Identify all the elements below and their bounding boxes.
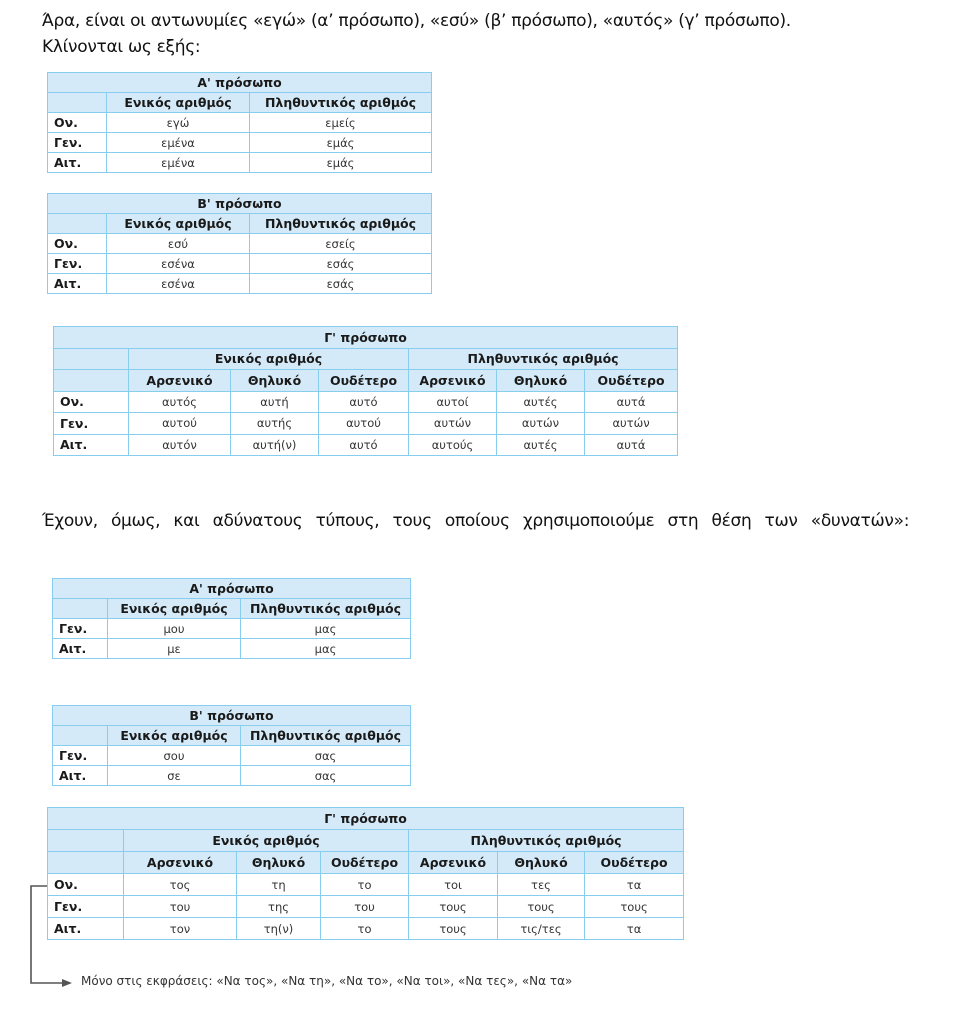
table-cell: αυτό xyxy=(319,391,409,413)
table-row xyxy=(53,766,411,786)
gender-header: Αρσενικό xyxy=(129,370,231,392)
table-title: Γ' πρόσωπο xyxy=(54,327,678,349)
group-header: Ενικός αριθμός xyxy=(124,830,409,852)
table-cell: σε xyxy=(108,766,241,786)
usage-note: Μόνο στις εκφράσεις: «Να τος», «Να τη», «Να το», «Να τοι», «Να τες», «Να τα» xyxy=(81,974,573,988)
table-cell: σας xyxy=(241,766,411,786)
table-row xyxy=(48,234,432,254)
table-cell: τον xyxy=(124,918,237,940)
case-label: Γεν. xyxy=(54,413,129,435)
case-label: Γεν. xyxy=(48,254,107,274)
intro-line-2: Κλίνονται ως εξής: xyxy=(42,37,201,57)
intro-paragraph xyxy=(42,8,942,60)
table-row xyxy=(48,254,432,274)
case-label: Αιτ. xyxy=(53,766,108,786)
table-row xyxy=(54,434,678,456)
table-cell: αυτός xyxy=(129,391,231,413)
table-cell: τις/τες xyxy=(498,918,585,940)
column-header: Πληθυντικός αριθμός xyxy=(250,214,432,234)
case-label: Γεν. xyxy=(48,133,107,153)
table-cell: εσάς xyxy=(250,274,432,294)
table-cell: αυτούς xyxy=(409,434,497,456)
gender-header: Θηλυκό xyxy=(231,370,319,392)
table-row xyxy=(48,113,432,133)
gender-header: Ουδέτερο xyxy=(319,370,409,392)
table-cell: με xyxy=(108,639,241,659)
table-cell: εσένα xyxy=(107,254,250,274)
table-cell: τοι xyxy=(409,874,498,896)
gender-header: Ουδέτερο xyxy=(585,852,684,874)
table-title: Β' πρόσωπο xyxy=(53,706,411,726)
case-label: Ον. xyxy=(48,874,124,896)
table-cell: αυτών xyxy=(585,413,678,435)
table-cell: τη xyxy=(237,874,321,896)
table-cell: εμάς xyxy=(250,133,432,153)
group-header: Πληθυντικός αριθμός xyxy=(409,830,684,852)
table-cell: αυτής xyxy=(231,413,319,435)
weak-first-person-table xyxy=(52,578,411,659)
column-header: Πληθυντικός αριθμός xyxy=(241,599,411,619)
table-cell: εγώ xyxy=(107,113,250,133)
weak-second-person-table xyxy=(52,705,411,786)
table-cell: αυτό xyxy=(319,434,409,456)
column-header: Ενικός αριθμός xyxy=(107,93,250,113)
table-cell: εμείς xyxy=(250,113,432,133)
gender-header: Ουδέτερο xyxy=(321,852,409,874)
table-row xyxy=(48,874,684,896)
case-label: Αιτ. xyxy=(54,434,129,456)
column-header: Ενικός αριθμός xyxy=(107,214,250,234)
table-cell: εσένα xyxy=(107,274,250,294)
table-cell: εσάς xyxy=(250,254,432,274)
table-cell: εμάς xyxy=(250,153,432,173)
gender-header: Αρσενικό xyxy=(409,370,497,392)
case-label: Αιτ. xyxy=(48,274,107,294)
table-row xyxy=(54,391,678,413)
case-label: Ον. xyxy=(48,234,107,254)
case-label: Ον. xyxy=(54,391,129,413)
case-label: Αιτ. xyxy=(48,918,124,940)
connector-arrow-icon xyxy=(0,0,90,1000)
table-cell: αυτού xyxy=(129,413,231,435)
table-cell: τους xyxy=(409,896,498,918)
table-cell: μας xyxy=(241,619,411,639)
table-cell: μου xyxy=(108,619,241,639)
case-label: Γεν. xyxy=(48,896,124,918)
table-row xyxy=(48,274,432,294)
case-label: Γεν. xyxy=(53,746,108,766)
table-cell: σας xyxy=(241,746,411,766)
table-cell: εσείς xyxy=(250,234,432,254)
strong-first-person-table xyxy=(47,72,432,173)
strong-second-person-table xyxy=(47,193,432,294)
table-row xyxy=(53,746,411,766)
table-row xyxy=(48,133,432,153)
table-cell: τους xyxy=(409,918,498,940)
gender-header: Αρσενικό xyxy=(124,852,237,874)
column-header: Ενικός αριθμός xyxy=(108,726,241,746)
intro-line-1: Άρα, είναι οι αντωνυμίες «εγώ» (α’ πρόσωπο), «εσύ» (β’ πρόσωπο), «αυτός» (γ’ πρόσωπο). xyxy=(42,11,791,31)
table-title: Α' πρόσωπο xyxy=(53,579,411,599)
table-cell: τους xyxy=(585,896,684,918)
table-cell: μας xyxy=(241,639,411,659)
table-cell: αυτών xyxy=(497,413,585,435)
table-cell: αυτές xyxy=(497,391,585,413)
table-cell: εμένα xyxy=(107,133,250,153)
table-cell: αυτές xyxy=(497,434,585,456)
group-header: Ενικός αριθμός xyxy=(129,348,409,370)
group-header: Πληθυντικός αριθμός xyxy=(409,348,678,370)
column-header: Ενικός αριθμός xyxy=(108,599,241,619)
table-cell: αυτού xyxy=(319,413,409,435)
table-cell: τος xyxy=(124,874,237,896)
table-row xyxy=(48,918,684,940)
table-cell: αυτή(ν) xyxy=(231,434,319,456)
gender-header: Ουδέτερο xyxy=(585,370,678,392)
table-cell: εσύ xyxy=(107,234,250,254)
table-row xyxy=(48,896,684,918)
column-header: Πληθυντικός αριθμός xyxy=(241,726,411,746)
table-title: Β' πρόσωπο xyxy=(48,194,432,214)
gender-header: Θηλυκό xyxy=(237,852,321,874)
table-cell: της xyxy=(237,896,321,918)
weak-forms-paragraph: Έχουν, όμως, και αδύνατους τύπους, τους οποίους χρησιμοποιούμε στη θέση των «δυνατών»: xyxy=(42,511,910,531)
table-cell: τους xyxy=(498,896,585,918)
table-cell: αυτά xyxy=(585,391,678,413)
column-header: Πληθυντικός αριθμός xyxy=(250,93,432,113)
table-row xyxy=(54,413,678,435)
table-cell: σου xyxy=(108,746,241,766)
case-label: Αιτ. xyxy=(53,639,108,659)
table-title: Γ' πρόσωπο xyxy=(48,808,684,830)
table-cell: αυτόν xyxy=(129,434,231,456)
table-cell: του xyxy=(321,896,409,918)
table-cell: τη(ν) xyxy=(237,918,321,940)
table-title: Α' πρόσωπο xyxy=(48,73,432,93)
table-cell: του xyxy=(124,896,237,918)
gender-header: Θηλυκό xyxy=(497,370,585,392)
table-row xyxy=(53,639,411,659)
table-cell: τες xyxy=(498,874,585,896)
table-cell: τα xyxy=(585,874,684,896)
table-cell: αυτοί xyxy=(409,391,497,413)
table-cell: το xyxy=(321,918,409,940)
table-cell: τα xyxy=(585,918,684,940)
table-cell: αυτή xyxy=(231,391,319,413)
gender-header: Θηλυκό xyxy=(498,852,585,874)
case-label: Γεν. xyxy=(53,619,108,639)
table-row xyxy=(53,619,411,639)
table-cell: το xyxy=(321,874,409,896)
table-cell: εμένα xyxy=(107,153,250,173)
table-row xyxy=(48,153,432,173)
case-label: Ον. xyxy=(48,113,107,133)
table-cell: αυτά xyxy=(585,434,678,456)
case-label: Αιτ. xyxy=(48,153,107,173)
table-cell: αυτών xyxy=(409,413,497,435)
weak-third-person-table xyxy=(47,807,684,940)
gender-header: Αρσενικό xyxy=(409,852,498,874)
strong-third-person-table xyxy=(53,326,678,456)
